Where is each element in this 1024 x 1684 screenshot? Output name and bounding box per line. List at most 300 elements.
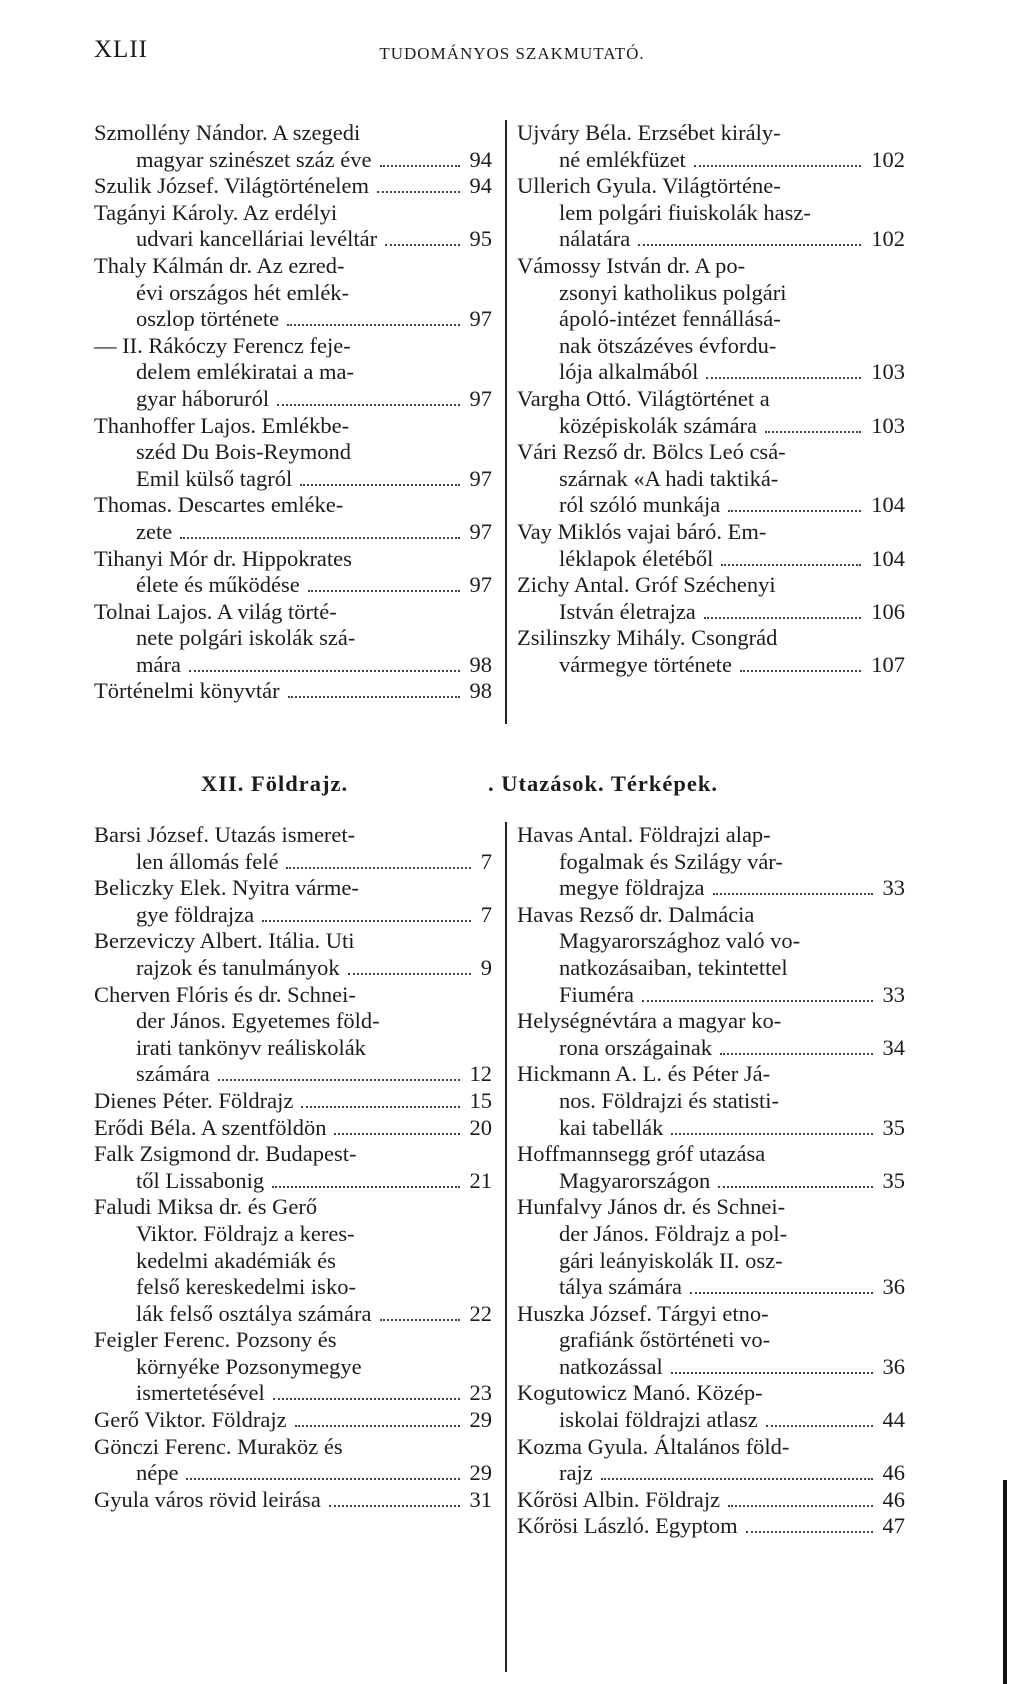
index-entry xyxy=(517,253,905,386)
running-title: TUDOMÁNYOS SZAKMUTATÓ. xyxy=(379,44,645,63)
entry-text: natkozásaiban, tekintettel xyxy=(559,954,788,980)
page-ref: 20 xyxy=(469,1114,492,1140)
entry-text: Havas Rezső dr. Dalmácia xyxy=(517,901,755,927)
entry-text: Magyarországon xyxy=(559,1167,711,1193)
index-entry xyxy=(94,678,492,705)
entry-text: Faludi Miksa dr. és Gerő xyxy=(94,1194,318,1220)
entry-line xyxy=(94,253,492,280)
page-ref: 29 xyxy=(469,1407,492,1433)
entry-line xyxy=(94,572,492,599)
entry-line xyxy=(517,955,905,982)
leader-dots xyxy=(728,510,861,512)
entry-line xyxy=(94,902,492,929)
entry-text: Gyula város rövid leirása xyxy=(94,1486,321,1512)
entry-text: Ujváry Béla. Erzsébet király- xyxy=(517,120,781,145)
entry-line xyxy=(94,333,492,360)
index-entry xyxy=(517,1380,905,1433)
entry-line xyxy=(517,1061,905,1088)
entry-text: ról szóló munkája xyxy=(559,492,721,518)
entry-text: iskolai földrajzi atlasz xyxy=(559,1407,758,1433)
leader-dots xyxy=(746,1531,873,1533)
entry-line xyxy=(517,386,905,413)
entry-text: ismertetésével xyxy=(136,1380,265,1406)
entry-text: Helységnévtára a magyar ko- xyxy=(517,1008,782,1034)
entry-text: Vámossy István dr. A po- xyxy=(517,252,746,278)
entry-text: nak ötszázéves évfordu- xyxy=(559,332,777,358)
index-entry xyxy=(517,1141,905,1194)
entry-text: Havas Antal. Földrajzi alap- xyxy=(517,822,771,847)
page-ref: 102 xyxy=(871,146,905,172)
entry-text: Gerő Viktor. Földrajz xyxy=(94,1407,287,1433)
entry-line xyxy=(517,1487,905,1514)
entry-text: len állomás felé xyxy=(136,848,279,874)
column-rule-top xyxy=(505,120,507,724)
page-ref: 46 xyxy=(882,1486,905,1512)
entry-line xyxy=(94,1434,492,1461)
leader-dots xyxy=(329,1505,460,1507)
index-entry xyxy=(94,200,492,253)
entry-text: gyar háboruról xyxy=(136,385,270,411)
page-ref: 98 xyxy=(469,678,492,704)
entry-text: Tagányi Károly. Az erdélyi xyxy=(94,199,338,225)
entry-line xyxy=(94,439,492,466)
entry-line xyxy=(94,1248,492,1275)
leader-dots xyxy=(348,973,471,975)
entry-text: kedelmi akadémiák és xyxy=(136,1247,336,1273)
entry-line xyxy=(94,599,492,626)
page-number: XLII xyxy=(94,36,148,63)
entry-line xyxy=(517,359,905,386)
entry-text: Szulik József. Világtörténelem xyxy=(94,173,370,199)
entry-line xyxy=(517,1327,905,1354)
entry-text: oszlop története xyxy=(136,306,280,332)
entry-text: gye földrajza xyxy=(136,901,255,927)
entry-text: Cherven Flóris és dr. Schnei- xyxy=(94,981,356,1007)
leader-dots xyxy=(189,670,460,672)
page-ref: 36 xyxy=(882,1274,905,1300)
entry-text: nos. Földrajzi és statisti- xyxy=(559,1087,779,1113)
leader-dots xyxy=(377,191,459,193)
entry-line xyxy=(94,982,492,1009)
index-entry xyxy=(94,875,492,928)
entry-text: natkozással xyxy=(559,1353,663,1379)
entry-line xyxy=(94,120,492,147)
entry-line xyxy=(517,572,905,599)
leader-dots xyxy=(272,1186,459,1188)
leader-dots xyxy=(601,1478,873,1480)
entry-text: től Lissabonig xyxy=(136,1167,265,1193)
index-entry xyxy=(517,439,905,519)
page-ref: 31 xyxy=(469,1486,492,1512)
page-ref: 97 xyxy=(469,465,492,491)
entry-line xyxy=(517,439,905,466)
leader-dots xyxy=(288,696,460,698)
leader-dots xyxy=(301,1106,459,1108)
index-entry xyxy=(94,253,492,333)
entry-line xyxy=(517,546,905,573)
leader-dots xyxy=(286,867,470,869)
entry-line xyxy=(94,1221,492,1248)
index-entry xyxy=(517,1008,905,1061)
entry-line xyxy=(517,1513,905,1540)
leader-dots xyxy=(728,1505,872,1507)
entry-line xyxy=(517,1274,905,1301)
index-entry xyxy=(94,492,492,545)
entry-line xyxy=(94,173,492,200)
page-ref: 33 xyxy=(882,875,905,901)
section-heading-left: XII. Földrajz. xyxy=(201,771,349,796)
entry-text: kai tabellák xyxy=(559,1114,664,1140)
margin-mark xyxy=(1003,1480,1007,1684)
index-entry xyxy=(94,333,492,413)
page-ref: 33 xyxy=(882,981,905,1007)
entry-text: Berzeviczy Albert. Itália. Uti xyxy=(94,928,355,954)
index-entry xyxy=(94,1434,492,1487)
entry-text: Kőrösi László. Egyptom xyxy=(517,1513,738,1539)
entry-line xyxy=(517,928,905,955)
entry-text: Tolnai Lajos. A világ törté- xyxy=(94,598,337,624)
page-ref: 97 xyxy=(469,572,492,598)
index-entry xyxy=(94,546,492,599)
entry-text: né emlékfüzet xyxy=(559,146,686,172)
entry-text: Hickmann A. L. és Péter Já- xyxy=(517,1061,771,1087)
entry-text: Vári Rezső dr. Bölcs Leó csá- xyxy=(517,439,786,465)
entry-text: fogalmak és Szilágy vár- xyxy=(559,848,783,874)
page-ref: 36 xyxy=(882,1353,905,1379)
leader-dots xyxy=(721,564,861,566)
index-entry xyxy=(94,173,492,200)
entry-line xyxy=(517,120,905,147)
entry-line xyxy=(94,1301,492,1328)
entry-line xyxy=(517,173,905,200)
page-ref: 23 xyxy=(469,1380,492,1406)
entry-line xyxy=(94,1327,492,1354)
entry-text: Kogutowicz Manó. Közép- xyxy=(517,1380,763,1406)
index-entry xyxy=(94,120,492,173)
page-ref: 15 xyxy=(469,1087,492,1113)
entry-text: nete polgári iskolák szá- xyxy=(136,625,356,651)
entry-line xyxy=(94,147,492,174)
entry-line xyxy=(517,822,905,849)
leader-dots xyxy=(671,1372,873,1374)
index-entry xyxy=(517,1434,905,1487)
entry-line xyxy=(94,822,492,849)
entry-text: Zsilinszky Mihály. Csongrád xyxy=(517,625,778,651)
entry-text: rajz xyxy=(559,1460,593,1486)
entry-text: megye földrajza xyxy=(559,875,705,901)
entry-text: Kozma Gyula. Általános föld- xyxy=(517,1433,790,1459)
leader-dots xyxy=(186,1478,459,1480)
entry-text: élete és működése xyxy=(136,572,300,598)
leader-dots xyxy=(300,484,459,486)
leader-dots xyxy=(277,404,459,406)
page-ref: 103 xyxy=(871,359,905,385)
entry-text: lem polgári fiuiskolák hasz- xyxy=(559,199,811,225)
entry-text: Thaly Kálmán dr. Az ezred- xyxy=(94,252,345,278)
index-entry xyxy=(517,1513,905,1540)
entry-text: Falk Zsigmond dr. Budapest- xyxy=(94,1141,357,1167)
page-ref: 7 xyxy=(480,848,492,874)
leader-dots xyxy=(638,244,861,246)
entry-line xyxy=(517,625,905,652)
page-ref: 22 xyxy=(469,1300,492,1326)
entry-line xyxy=(517,1380,905,1407)
entry-line xyxy=(517,652,905,679)
index-entry xyxy=(517,1487,905,1514)
entry-line xyxy=(94,226,492,253)
index-entry xyxy=(94,982,492,1088)
entry-text: széd Du Bois-Reymond xyxy=(136,439,351,465)
entry-text: tálya számára xyxy=(559,1274,683,1300)
entry-text: népe xyxy=(136,1460,179,1486)
entry-line xyxy=(517,466,905,493)
page-ref: 106 xyxy=(871,598,905,624)
entry-text: Magyarországhoz való vo- xyxy=(559,928,801,954)
index-entry xyxy=(517,120,905,173)
leader-dots xyxy=(273,1398,460,1400)
entry-text: nálatára xyxy=(559,226,631,252)
entry-line xyxy=(94,1035,492,1062)
entry-line xyxy=(94,1487,492,1514)
leader-dots xyxy=(218,1079,460,1081)
top-right-column xyxy=(517,120,905,678)
entry-line xyxy=(517,413,905,440)
index-entry xyxy=(94,599,492,679)
index-entry xyxy=(517,572,905,625)
page-ref: 34 xyxy=(882,1034,905,1060)
section-heading-right: . Utazások. Térképek. xyxy=(488,771,718,796)
leader-dots xyxy=(766,1425,873,1427)
entry-text: lák felső osztálya számára xyxy=(136,1300,372,1326)
entry-text: Zichy Antal. Gróf Széchenyi xyxy=(517,572,776,598)
entry-text: Dienes Péter. Földrajz xyxy=(94,1087,294,1113)
index-entry xyxy=(94,1327,492,1407)
page-ref: 46 xyxy=(882,1460,905,1486)
entry-line xyxy=(94,492,492,519)
leader-dots xyxy=(287,324,459,326)
entry-text: vármegye története xyxy=(559,651,733,677)
entry-text: felső kereskedelmi isko- xyxy=(136,1274,356,1300)
index-entry xyxy=(94,928,492,981)
entry-line xyxy=(94,1141,492,1168)
index-entry xyxy=(94,1088,492,1115)
entry-line xyxy=(94,200,492,227)
page-ref: 97 xyxy=(469,306,492,332)
top-left-column xyxy=(94,120,492,705)
entry-line xyxy=(517,1248,905,1275)
leader-dots xyxy=(765,431,861,433)
leader-dots xyxy=(642,1000,873,1002)
entry-text: magyar szinészet száz éve xyxy=(136,146,372,172)
column-rule-bottom xyxy=(505,822,507,1672)
entry-line xyxy=(517,599,905,626)
entry-text: Hoffmannsegg gróf utazása xyxy=(517,1141,766,1167)
page-ref: 95 xyxy=(469,226,492,252)
leader-dots xyxy=(308,590,460,592)
page-ref: 7 xyxy=(480,901,492,927)
entry-line xyxy=(517,1434,905,1461)
entry-text: Thanhoffer Lajos. Emlékbe- xyxy=(94,412,350,438)
entry-line xyxy=(94,1194,492,1221)
index-entry xyxy=(94,1115,492,1142)
entry-line xyxy=(517,333,905,360)
index-entry xyxy=(517,1061,905,1141)
entry-text: der János. Egyetemes föld- xyxy=(136,1008,380,1034)
entry-text: Beliczky Elek. Nyitra várme- xyxy=(94,875,359,901)
entry-line xyxy=(517,875,905,902)
index-entry xyxy=(517,625,905,678)
page-ref: 104 xyxy=(871,545,905,571)
entry-text: gári leányiskolák II. osz- xyxy=(559,1247,783,1273)
page-ref: 35 xyxy=(882,1167,905,1193)
entry-text: szárnak «A hadi taktiká- xyxy=(559,465,779,491)
entry-text: mára xyxy=(136,651,181,677)
entry-line xyxy=(94,359,492,386)
index-entry xyxy=(94,1141,492,1194)
leader-dots xyxy=(694,165,861,167)
entry-line xyxy=(517,849,905,876)
entry-text: Szmollény Nándor. A szegedi xyxy=(94,120,361,145)
entry-text: Huszka József. Tárgyi etno- xyxy=(517,1300,769,1326)
entry-line xyxy=(517,1141,905,1168)
entry-text: környéke Pozsonymegye xyxy=(136,1353,362,1379)
leader-dots xyxy=(380,1319,460,1321)
entry-text: — II. Rákóczy Ferencz feje- xyxy=(94,332,351,358)
entry-line xyxy=(517,1008,905,1035)
entry-line xyxy=(94,280,492,307)
entry-line xyxy=(94,1168,492,1195)
entry-line xyxy=(517,1035,905,1062)
entry-line xyxy=(94,1088,492,1115)
entry-text: der János. Földrajz a pol- xyxy=(559,1220,788,1246)
entry-line xyxy=(94,1115,492,1142)
page-ref: 98 xyxy=(469,651,492,677)
leader-dots xyxy=(380,165,460,167)
index-entry xyxy=(517,822,905,902)
entry-line xyxy=(94,875,492,902)
entry-line xyxy=(517,280,905,307)
leader-dots xyxy=(704,617,861,619)
entry-line xyxy=(517,1407,905,1434)
entry-text: rona országainak xyxy=(559,1034,713,1060)
page-ref: 21 xyxy=(469,1167,492,1193)
entry-line xyxy=(94,546,492,573)
entry-text: számára xyxy=(136,1061,210,1087)
page-ref: 94 xyxy=(469,146,492,172)
entry-text: Gönczi Ferenc. Muraköz és xyxy=(94,1433,343,1459)
entry-text: udvari kancelláriai levéltár xyxy=(136,226,378,252)
entry-line xyxy=(517,1354,905,1381)
entry-text: István életrajza xyxy=(559,598,696,624)
entry-line xyxy=(517,492,905,519)
entry-line xyxy=(517,1115,905,1142)
index-entry xyxy=(517,1194,905,1300)
page-ref: 9 xyxy=(480,954,492,980)
entry-text: Fiuméra xyxy=(559,981,634,1007)
page-ref: 102 xyxy=(871,226,905,252)
entry-line xyxy=(94,849,492,876)
entry-text: Kőrösi Albin. Földrajz xyxy=(517,1486,721,1512)
entry-text: zete xyxy=(136,518,173,544)
entry-line xyxy=(517,306,905,333)
page-ref: 97 xyxy=(469,385,492,411)
entry-line xyxy=(94,1274,492,1301)
entry-text: irati tankönyv reáliskolák xyxy=(136,1034,366,1060)
entry-line xyxy=(94,413,492,440)
index-entry xyxy=(517,902,905,1008)
page-ref: 29 xyxy=(469,1460,492,1486)
entry-line xyxy=(517,902,905,929)
entry-line xyxy=(94,955,492,982)
entry-text: Vargha Ottó. Világtörténet a xyxy=(517,385,770,411)
page-ref: 104 xyxy=(871,492,905,518)
entry-text: Thomas. Descartes emléke- xyxy=(94,492,344,518)
index-entry xyxy=(517,519,905,572)
leader-dots xyxy=(740,670,861,672)
entry-text: Erődi Béla. A szentföldön xyxy=(94,1114,327,1140)
entry-text: Ullerich Gyula. Világtörténe- xyxy=(517,173,781,199)
page-ref: 107 xyxy=(871,651,905,677)
entry-text: Tihanyi Mór dr. Hippokrates xyxy=(94,545,352,571)
leader-dots xyxy=(713,893,873,895)
entry-line xyxy=(94,625,492,652)
entry-line xyxy=(517,519,905,546)
page-ref: 12 xyxy=(469,1061,492,1087)
page-ref: 47 xyxy=(882,1513,905,1539)
entry-line xyxy=(517,200,905,227)
entry-line xyxy=(94,652,492,679)
entry-line xyxy=(94,519,492,546)
leader-dots xyxy=(720,1053,872,1055)
leader-dots xyxy=(180,537,459,539)
entry-line xyxy=(517,1460,905,1487)
entry-text: lója alkalmából xyxy=(559,359,699,385)
index-entry xyxy=(94,1487,492,1514)
entry-line xyxy=(94,466,492,493)
entry-text: rajzok és tanulmányok xyxy=(136,954,340,980)
entry-line xyxy=(94,1380,492,1407)
entry-line xyxy=(94,1354,492,1381)
entry-line xyxy=(517,1168,905,1195)
entry-text: Barsi József. Utazás ismeret- xyxy=(94,822,356,847)
leader-dots xyxy=(706,377,861,379)
entry-text: Emil külső tagról xyxy=(136,465,293,491)
leader-dots xyxy=(334,1133,459,1135)
entry-text: Hunfalvy János dr. és Schnei- xyxy=(517,1194,786,1220)
entry-text: delem emlékiratai a ma- xyxy=(136,359,355,385)
entry-line xyxy=(517,1221,905,1248)
entry-line xyxy=(517,982,905,1009)
index-entry xyxy=(517,386,905,439)
leader-dots xyxy=(385,244,459,246)
leader-dots xyxy=(295,1425,460,1427)
entry-line xyxy=(517,1088,905,1115)
entry-text: zsonyi katholikus polgári xyxy=(559,279,787,305)
leader-dots xyxy=(718,1186,872,1188)
entry-text: ápoló-intézet fennállásá- xyxy=(559,306,781,332)
index-entry xyxy=(94,1194,492,1327)
bottom-right-column xyxy=(517,822,905,1540)
entry-line xyxy=(94,386,492,413)
leader-dots xyxy=(671,1133,872,1135)
entry-line xyxy=(94,1061,492,1088)
entry-text: Történelmi könyvtár xyxy=(94,678,280,704)
index-entry xyxy=(94,413,492,493)
index-entry xyxy=(517,1301,905,1381)
entry-line xyxy=(94,1460,492,1487)
entry-line xyxy=(94,1407,492,1434)
page-ref: 44 xyxy=(882,1407,905,1433)
